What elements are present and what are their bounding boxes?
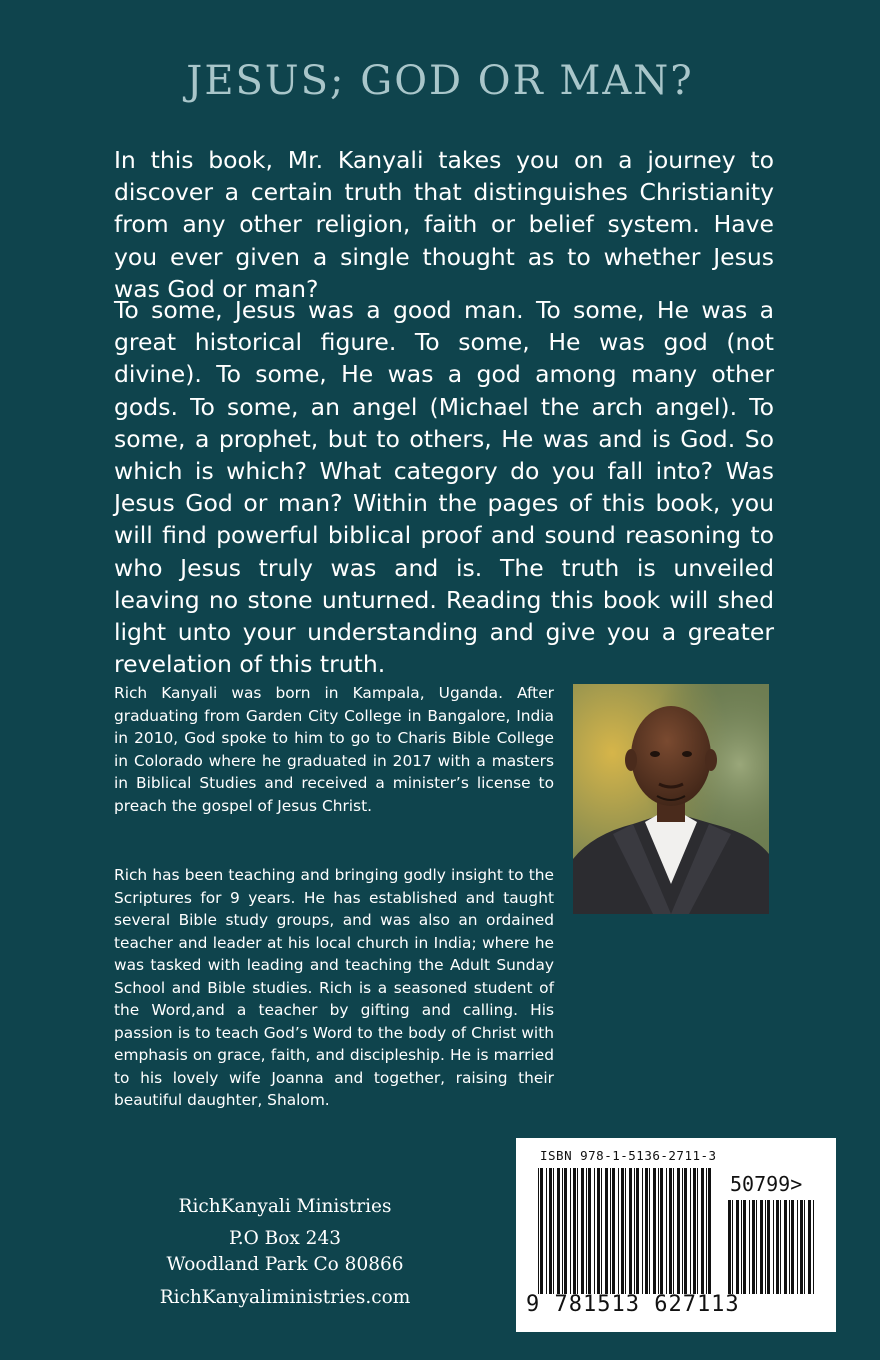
barcode-bar: [752, 1200, 755, 1294]
barcode-bar: [553, 1168, 554, 1294]
po-box: P.O Box 243: [229, 1228, 341, 1249]
price-code: 50799>: [730, 1172, 803, 1196]
barcode-bar: [776, 1200, 779, 1294]
barcode-bar: [728, 1200, 731, 1294]
barcode-bar: [577, 1168, 578, 1294]
barcode-bar: [605, 1168, 608, 1294]
barcode-bar: [594, 1168, 595, 1294]
barcode-bar: [706, 1168, 707, 1294]
barcode-bar: [618, 1168, 619, 1294]
ministry-name: RichKanyali Ministries: [178, 1196, 392, 1217]
barcode-bar: [636, 1168, 639, 1294]
intro-paragraph-1: In this book, Mr. Kanyali takes you on a journey to discover a certain truth that distinguishes Christianity from any other religion, faith or belief system. Have you ever given a single thought as to whether Jesus was God or man?: [114, 146, 774, 303]
barcode-bar: [684, 1168, 687, 1294]
book-title: JESUS; GOD OR MAN?: [186, 58, 694, 104]
barcode-bar: [789, 1200, 790, 1294]
barcode-bar: [629, 1168, 632, 1294]
barcode-bar: [658, 1168, 659, 1294]
barcode-digits: 9 781513 627113: [526, 1292, 740, 1317]
barcode-bar: [736, 1200, 739, 1294]
barcode-bar: [660, 1168, 663, 1294]
barcode-bar: [677, 1168, 680, 1294]
barcode-bar: [800, 1200, 803, 1294]
barcode-bar: [666, 1168, 667, 1294]
barcode-bar: [586, 1168, 587, 1294]
intro-paragraph-2: To some, Jesus was a good man. To some, He was a great historical figure. To some, He was god (not divine). To some, He was a god among many other gods. To some, an angel (Michael the arch angel). To some, a prophet, but to others, He was and is God. So which is which? What category do you fall into? Was Jesus God or man? Within the pages of this book, you will find powerful biblical proof and sound reasoning to who Jesus truly was and is. The truth is unveiled leaving no stone unturned. Reading this book will shed light unto your understanding and give you a greater revelation of this truth.: [114, 296, 774, 679]
barcode-bar: [573, 1168, 576, 1294]
barcode-bar: [760, 1200, 763, 1294]
barcode-bar: [562, 1168, 563, 1294]
barcode-bar: [791, 1200, 794, 1294]
barcode-bar: [634, 1168, 635, 1294]
barcode-bar: [780, 1200, 781, 1294]
barcode-bar: [732, 1200, 733, 1294]
barcode-bar: [690, 1168, 691, 1294]
author-photo: [573, 684, 769, 914]
barcode-bar: [804, 1200, 805, 1294]
barcode-bar: [588, 1168, 591, 1294]
barcode-bar: [743, 1200, 746, 1294]
barcode-bar: [673, 1168, 674, 1294]
barcode-bar: [697, 1168, 698, 1294]
barcode-bar: [645, 1168, 648, 1294]
isbn-number: ISBN 978-1-5136-2711-3: [540, 1148, 717, 1163]
barcode-bar: [653, 1168, 656, 1294]
barcode-bar: [540, 1168, 543, 1294]
barcode-bar: [767, 1200, 770, 1294]
barcode-bar: [649, 1168, 650, 1294]
barcode-bar: [682, 1168, 683, 1294]
barcode-bar: [564, 1168, 567, 1294]
barcode-bar: [669, 1168, 672, 1294]
barcode-bar: [808, 1200, 811, 1294]
isbn-barcode: [516, 1138, 836, 1332]
barcode-bar: [610, 1168, 611, 1294]
barcode-bar: [756, 1200, 757, 1294]
barcode-bar: [765, 1200, 766, 1294]
barcode-bar: [784, 1200, 787, 1294]
barcode-bar: [693, 1168, 696, 1294]
barcode-bar: [642, 1168, 643, 1294]
barcode-bar: [612, 1168, 615, 1294]
barcode-bar: [625, 1168, 626, 1294]
barcode-bar: [621, 1168, 624, 1294]
barcode-bar: [538, 1168, 539, 1294]
barcode-bar: [708, 1168, 711, 1294]
author-bio-paragraph-2: Rich has been teaching and bringing godly insight to the Scriptures for 9 years. He has established and taught several Bible study groups, and was also an ordained teacher and leader at his local church in India; where he was tasked with leading and teaching the Adult Sunday School and Bible studies. Rich is a seasoned student of the Word,and a teacher by gifting and calling. His passion is to teach God’s Word to the body of Christ with emphasis on grace, faith, and discipleship. He is married to his lovely wife Joanna and together, raising their beautiful daughter, Shalom.: [114, 866, 554, 1109]
website-link: RichKanyaliministries.com: [159, 1287, 411, 1308]
barcode-bar: [797, 1200, 798, 1294]
barcode-bar: [557, 1168, 560, 1294]
barcode-bar: [601, 1168, 602, 1294]
barcode-bar: [749, 1200, 750, 1294]
barcode-bar: [773, 1200, 774, 1294]
barcode-bar: [597, 1168, 600, 1294]
barcode-bar: [741, 1200, 742, 1294]
barcode-bar: [570, 1168, 571, 1294]
barcode-bar: [546, 1168, 547, 1294]
barcode-bar: [701, 1168, 704, 1294]
barcode-bar: [813, 1200, 814, 1294]
barcode-bar: [549, 1168, 552, 1294]
city-line: Woodland Park Co 80866: [166, 1254, 404, 1275]
barcode-bar: [581, 1168, 584, 1294]
author-bio-paragraph-1: Rich Kanyali was born in Kampala, Uganda. After graduating from Garden City College in Bangalore, India in 2010, God spoke to him to go to Charis Bible College in Colorado where he graduated in 2017 with a masters in Biblical Studies and received a minister’s license to preach the gospel of Jesus Christ.: [114, 684, 554, 815]
